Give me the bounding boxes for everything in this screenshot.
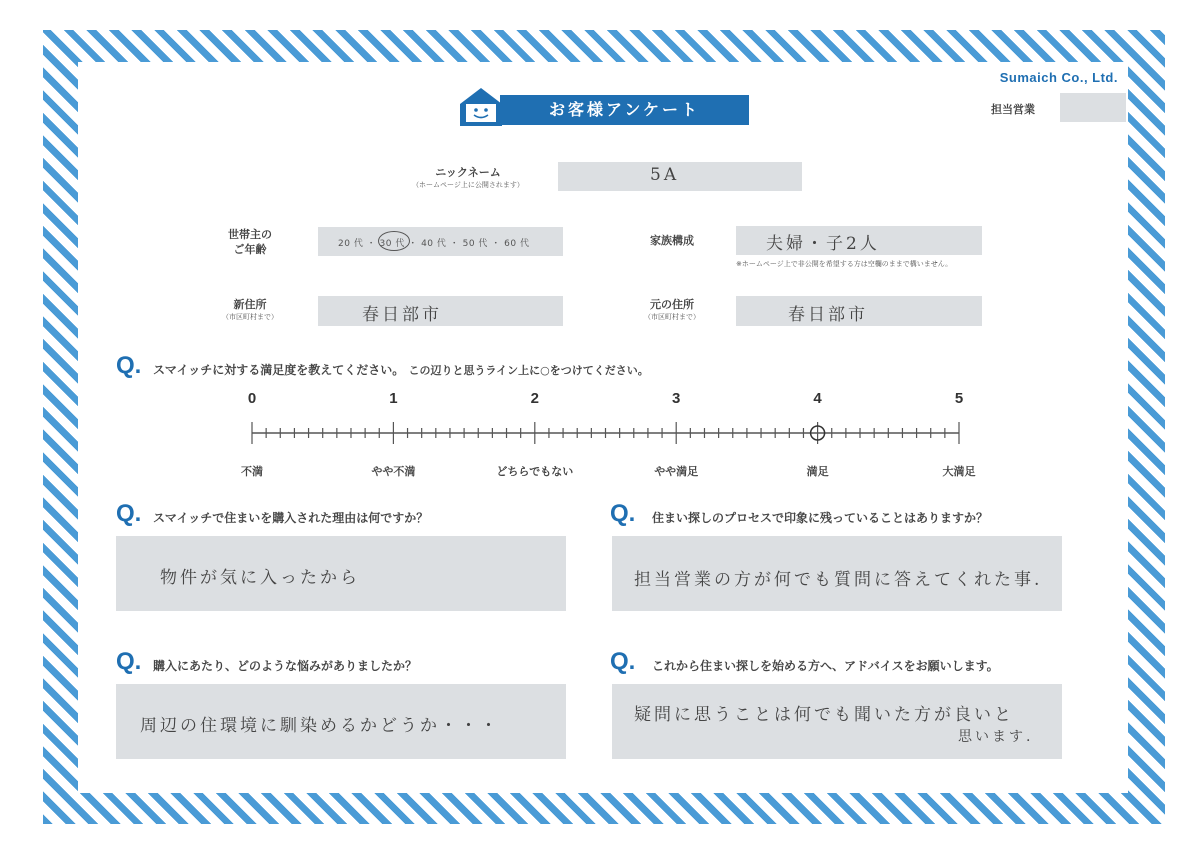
scale-number: 0 [247, 390, 257, 407]
answer-3-text: 周辺の住環境に馴染めるかどうか・・・ [140, 716, 500, 736]
nickname-label [398, 166, 538, 190]
satisfaction-question-text: スマイッチに対する満足度を教えてください。 [153, 363, 405, 377]
smiling-house-icon [458, 86, 504, 128]
scale-number: 1 [389, 390, 398, 407]
family-field[interactable] [736, 226, 982, 255]
nickname-field[interactable] [558, 162, 802, 191]
question-2: 住まい探しのプロセスで印象に残っていることはありますか？ [652, 511, 989, 525]
age-selected-circle [378, 231, 410, 251]
q-mark: Q. [610, 500, 636, 527]
satisfaction-question [153, 361, 649, 378]
answer-4-text-line-2: 思います. [958, 729, 1034, 745]
answer-4-field[interactable] [612, 684, 1062, 759]
old-address-value: 春日部市 [788, 305, 868, 325]
question-1: スマイッチで住まいを購入された理由は何ですか？ [153, 511, 429, 525]
scale-label: やや満足 [654, 465, 699, 477]
old-address-note: （市区町村まで） [644, 312, 700, 321]
age-options: 20 代 ・ 30 代 ・ 40 代 ・ 50 代 ・ 60 代 [338, 239, 530, 249]
new-address-field[interactable] [318, 296, 563, 326]
scale-number: 4 [813, 390, 822, 407]
question-4: これから住まい探しを始める方へ、アドバイスをお願いします。 [652, 659, 999, 673]
age-field[interactable] [318, 227, 563, 256]
old-address-label [638, 298, 706, 322]
company-name: Sumaich Co., Ltd. [999, 70, 1118, 85]
answer-1-text: 物件が気に入ったから [160, 568, 360, 588]
scale-number: 2 [530, 390, 539, 407]
scale-number: 3 [672, 390, 681, 407]
satisfaction-scale[interactable] [228, 387, 988, 477]
answer-4-text-line-1: 疑問に思うことは何でも聞いた方が良いと [634, 705, 1014, 725]
q-mark: Q. [116, 648, 142, 675]
title-text: お客様アンケート [500, 95, 749, 125]
old-address-field[interactable] [736, 296, 982, 326]
scale-number: 5 [954, 390, 964, 407]
nickname-note: （ホームページ上に公開されます） [412, 180, 524, 189]
family-note: ※ホームページ上で非公開を希望する方は空欄のままで構いません。 [736, 260, 953, 268]
age-label [218, 228, 282, 258]
q-mark: Q. [610, 648, 636, 675]
answer-2-field[interactable] [612, 536, 1062, 611]
sales-rep-field[interactable] [1060, 93, 1126, 122]
question-3: 購入にあたり、どのような悩みがありましたか？ [153, 659, 418, 673]
q-mark: Q. [116, 352, 142, 379]
scale-label: 不満 [241, 465, 263, 477]
scale-label: 満足 [806, 465, 829, 477]
old-address-label-text: 元の住所 [650, 298, 694, 311]
new-address-label [218, 298, 282, 322]
family-value: 夫婦・子2人 [766, 234, 880, 254]
survey-sheet [78, 62, 1128, 793]
age-label-line-1: 世帯主の [228, 228, 272, 241]
new-address-note: （市区町村まで） [222, 312, 278, 321]
scale-label: やや不満 [371, 465, 416, 477]
nickname-value: 5A [650, 165, 680, 185]
answer-1-field[interactable] [116, 536, 566, 611]
nickname-label-text: ニックネーム [435, 166, 501, 179]
q-mark: Q. [116, 500, 142, 527]
scale-label: 大満足 [942, 465, 976, 477]
new-address-value: 春日部市 [362, 305, 442, 325]
new-address-label-text: 新住所 [233, 298, 267, 311]
sales-rep-label: 担当営業 [991, 103, 1035, 116]
answer-2-text: 担当営業の方が何でも質問に答えてくれた事. [634, 570, 1043, 590]
answer-3-field[interactable] [116, 684, 566, 759]
satisfaction-instruction: この辺りと思うライン上に○をつけてください。 [408, 364, 649, 377]
survey-title [458, 86, 750, 128]
family-label: 家族構成 [650, 234, 694, 247]
age-label-line-2: ご年齢 [233, 242, 267, 256]
scale-label: どちらでもない [496, 465, 574, 477]
